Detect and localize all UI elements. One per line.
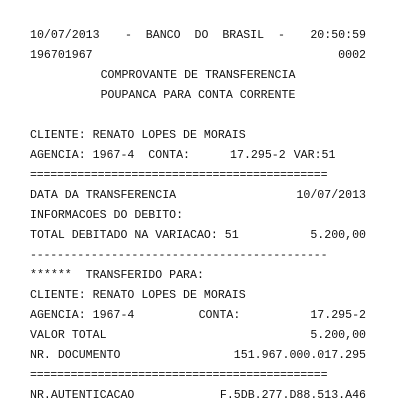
- title-line-2: POUPANCA PARA CONTA CORRENTE: [100, 89, 296, 102]
- destination-client-line: [30, 286, 366, 306]
- origin-account: 17.295-2: [230, 149, 286, 162]
- origin-variation: VAR:51: [293, 149, 336, 162]
- header-line: [30, 26, 366, 46]
- destination-heading-line: [30, 266, 366, 286]
- destination-client: CLIENTE: RENATO LOPES DE MORAIS: [30, 289, 246, 302]
- total-debit-label: TOTAL DEBITADO NA VARIACAO: 51: [30, 229, 239, 242]
- destination-agency: AGENCIA: 1967-4: [30, 309, 135, 322]
- origin-account-line: [30, 146, 366, 166]
- receipt-title-1: [30, 66, 366, 86]
- spacer: [30, 106, 366, 126]
- debit-info-line: [30, 206, 366, 226]
- double-separator: ============================================: [30, 369, 328, 382]
- destination-account-label: CONTA:: [198, 309, 241, 322]
- title-line-1: COMPROVANTE DE TRANSFERENCIA: [100, 69, 296, 82]
- total-value-line: [30, 326, 366, 346]
- origin-client-line: [30, 126, 366, 146]
- header-date: 10/07/2013: [30, 29, 100, 42]
- transfer-receipt: [30, 26, 366, 406]
- total-value-label: VALOR TOTAL: [30, 329, 107, 342]
- document-number-label: NR. DOCUMENTO: [30, 349, 121, 362]
- debit-info-label: INFORMACOES DO DEBITO:: [30, 209, 184, 222]
- total-debit-value: 5.200,00: [310, 229, 366, 242]
- authentication-line: [30, 386, 366, 406]
- total-value: 5.200,00: [310, 329, 366, 342]
- terminal-id: 196701967: [30, 49, 93, 62]
- transfer-date-label: DATA DA TRANSFERENCIA: [30, 189, 177, 202]
- destination-account-value: 17.295-2: [310, 309, 366, 322]
- origin-client: CLIENTE: RENATO LOPES DE MORAIS: [30, 129, 246, 142]
- sequence-number: 0002: [338, 49, 366, 62]
- total-debit-line: [30, 226, 366, 246]
- receipt-title-2: [30, 86, 366, 106]
- transfer-date-value: 10/07/2013: [296, 189, 366, 202]
- destination-account-line: [30, 306, 366, 326]
- transfer-date-line: [30, 186, 366, 206]
- header-time: 20:50:59: [310, 29, 366, 42]
- bank-name: - BANCO DO BRASIL -: [124, 29, 285, 42]
- origin-agency: AGENCIA: 1967-4 CONTA:: [30, 149, 191, 162]
- single-separator: --------------------------------------------: [30, 249, 328, 262]
- document-number-line: [30, 346, 366, 366]
- destination-heading: ****** TRANSFERIDO PARA:: [30, 269, 204, 282]
- authentication-label: NR.AUTENTICACAO: [30, 389, 135, 402]
- document-number-value: 151.967.000.017.295: [233, 349, 366, 362]
- double-separator: ============================================: [30, 169, 328, 182]
- terminal-line: [30, 46, 366, 66]
- authentication-value: F.5DB.277.D88.513.A46: [219, 389, 366, 402]
